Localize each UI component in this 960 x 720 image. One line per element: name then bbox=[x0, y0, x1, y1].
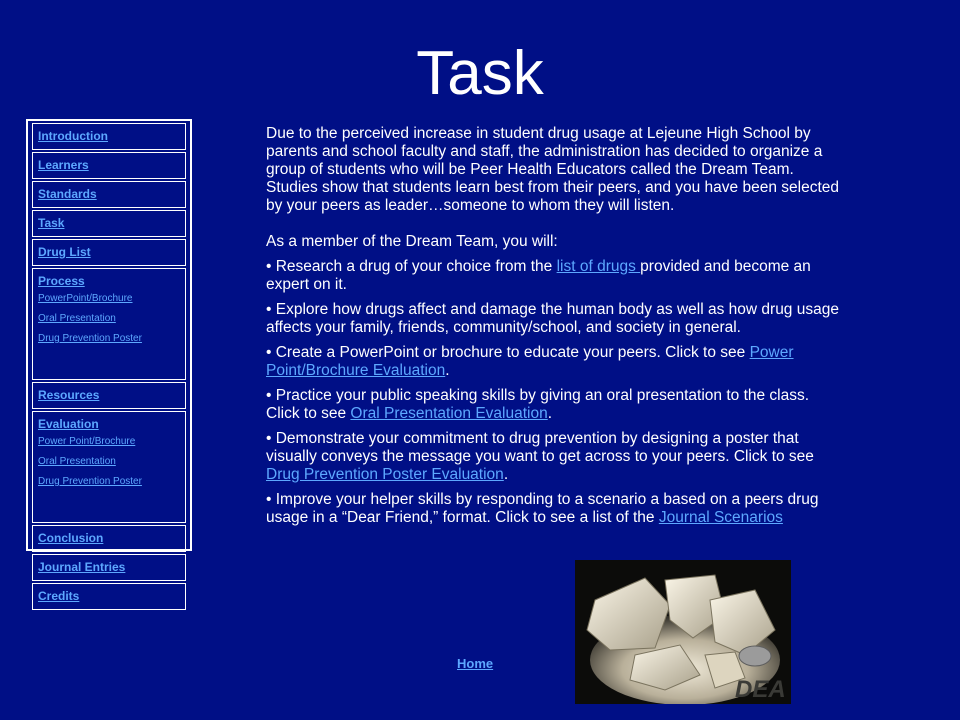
home-link[interactable]: Home bbox=[457, 656, 494, 671]
nav-sublink-process-oral[interactable]: Oral Presentation bbox=[38, 313, 116, 324]
bullet-research bbox=[266, 258, 846, 294]
nav-cell-evaluation bbox=[32, 411, 186, 523]
bullet-text: • Create a PowerPoint or brochure to educate your peers. Click to see bbox=[266, 344, 750, 361]
bullet-text: . bbox=[445, 362, 450, 379]
nav-sublink-evaluation-oral[interactable]: Oral Presentation bbox=[38, 456, 116, 467]
nav-sublink-process-poster[interactable]: Drug Prevention Poster bbox=[38, 333, 142, 344]
nav-cell bbox=[32, 181, 186, 208]
bullet-journal bbox=[266, 491, 846, 527]
bullet-text: • Practice your public speaking skills by giving an oral presentation to the class. Click to see bbox=[266, 387, 810, 422]
bullet-text: . bbox=[547, 405, 553, 422]
nav-cell bbox=[32, 123, 186, 150]
intro-paragraph: Due to the perceived increase in student drug usage at Lejeune High School by parents and school faculty and staff, the administration has decided to organize a group of students who will be Peer Health Educators called the Dream Team. Studies show that students learn best from their peers, and you have been selected by your peers as leader…someone to whom they will listen. bbox=[266, 125, 839, 214]
nav-cell bbox=[32, 239, 186, 266]
nav-cell bbox=[32, 382, 186, 409]
page-title: Task bbox=[416, 39, 544, 108]
nav-link-introduction[interactable]: Introduction bbox=[38, 129, 108, 143]
task-content bbox=[266, 125, 846, 534]
nav-link-standards[interactable]: Standards bbox=[38, 187, 97, 201]
nav-link-drug-list[interactable]: Drug List bbox=[38, 245, 91, 259]
bullet-text: provided and become an expert on it. bbox=[266, 258, 811, 293]
nav-cell bbox=[32, 210, 186, 237]
nav-sublink-evaluation-poster[interactable]: Drug Prevention Poster bbox=[38, 476, 142, 487]
nav-menu bbox=[26, 119, 192, 603]
powerpoint-evaluation-link[interactable]: Power Point/Brochure Evaluation bbox=[266, 344, 794, 379]
nav-link-credits[interactable]: Credits bbox=[38, 589, 80, 603]
oral-presentation-evaluation-link[interactable]: Oral Presentation Evaluation bbox=[350, 405, 548, 422]
poster-evaluation-link[interactable]: Drug Prevention Poster Evaluation bbox=[266, 466, 504, 483]
list-of-drugs-link[interactable]: list of drugs bbox=[556, 258, 641, 275]
bullet-oral bbox=[266, 387, 846, 423]
nav-link-learners[interactable]: Learners bbox=[38, 158, 89, 172]
bullet-powerpoint bbox=[266, 344, 846, 380]
nav-link-evaluation[interactable]: Evaluation bbox=[38, 417, 99, 431]
nav-sublink-process-powerpoint[interactable]: PowerPoint/Brochure bbox=[38, 293, 133, 304]
nav-cell bbox=[32, 152, 186, 179]
nav-cell-process bbox=[32, 268, 186, 380]
bullet-explore: • Explore how drugs affect and damage the human body as well as how drug usage affects your family, friends, community/school, and society in general. bbox=[266, 301, 839, 336]
bullet-text: • Improve your helper skills by responding to a scenario a based on a peers drug usage in a “Dear Friend,” format. Click to see a list of the bbox=[266, 491, 819, 526]
nav-link-task[interactable]: Task bbox=[38, 216, 65, 230]
drug-photo bbox=[575, 560, 791, 704]
nav-cell bbox=[32, 525, 186, 552]
bullet-text: . bbox=[503, 466, 509, 483]
bullet-text: • Research a drug of your choice from the bbox=[266, 258, 557, 275]
nav-link-process[interactable]: Process bbox=[38, 274, 85, 288]
nav-link-conclusion[interactable]: Conclusion bbox=[38, 531, 104, 545]
nav-cell bbox=[32, 554, 186, 581]
journal-scenarios-link[interactable]: Journal Scenarios bbox=[658, 509, 783, 526]
member-line: As a member of the Dream Team, you will: bbox=[266, 233, 558, 250]
nav-sublink-evaluation-powerpoint[interactable]: Power Point/Brochure bbox=[38, 436, 136, 447]
bullet-text: • Demonstrate your commitment to drug prevention by designing a poster that visually conveys the message you want to get across to your peers. Click to see bbox=[266, 430, 814, 465]
bullet-poster bbox=[266, 430, 846, 484]
drug-photo-graphic bbox=[575, 560, 791, 704]
nav-link-resources[interactable]: Resources bbox=[38, 388, 100, 402]
nav-cell bbox=[32, 583, 186, 610]
nav-link-journal-entries[interactable]: Journal Entries bbox=[38, 560, 126, 574]
dea-watermark: DEA bbox=[735, 676, 786, 703]
